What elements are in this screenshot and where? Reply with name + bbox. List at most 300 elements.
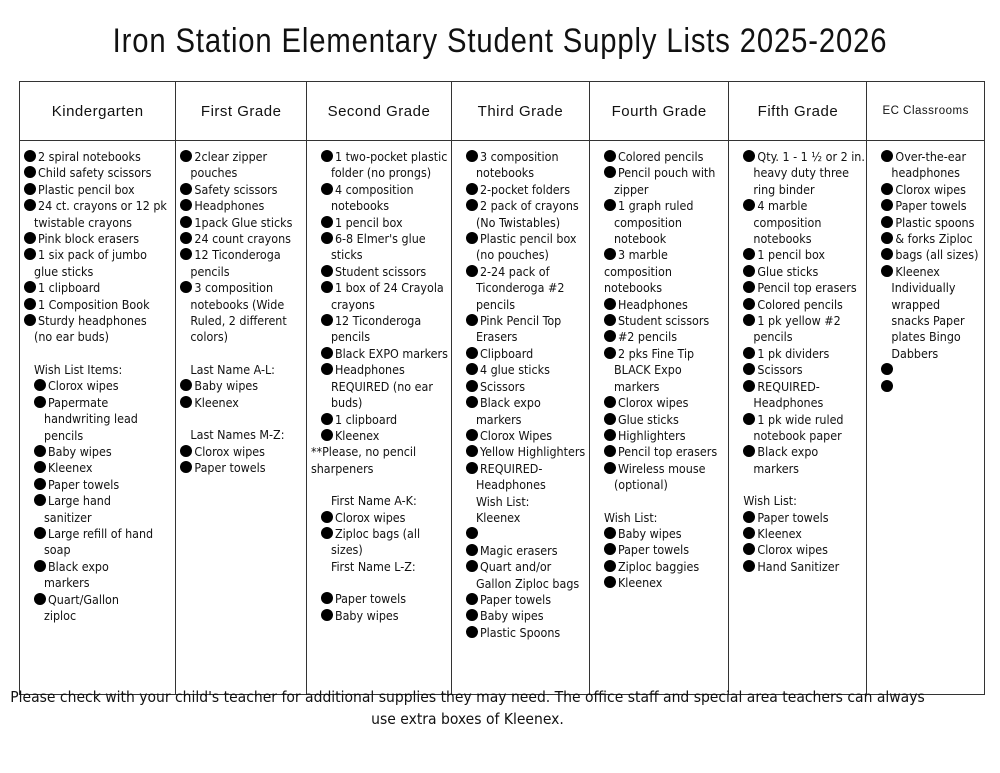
bullet-icon: [180, 216, 192, 228]
supply-table: [19, 81, 985, 695]
bullet-icon: [466, 462, 478, 474]
list-item: [871, 215, 980, 231]
list-item-text: Safety scissors: [194, 181, 278, 197]
list-item: [180, 149, 302, 165]
column-heading: Fourth Grade: [590, 82, 728, 141]
list-item: [311, 149, 447, 165]
bullet-icon: [743, 314, 755, 326]
column-heading: Third Grade: [452, 82, 589, 141]
column-heading: Second Grade: [307, 82, 451, 141]
list-item-text: Magic erasers: [479, 542, 558, 558]
list-item-text: REQUIRED-: [757, 378, 820, 394]
list-item: [871, 264, 980, 280]
bullet-icon: [180, 150, 192, 162]
bullet-icon: [321, 347, 333, 359]
list-item: [180, 297, 302, 313]
bullet-icon: [180, 281, 192, 293]
list-item-text: pencils: [190, 263, 230, 279]
list-item-text: plates Bingo: [891, 329, 961, 345]
bullet-icon: [321, 314, 333, 326]
list-item-text: Quart/Gallon: [48, 591, 119, 607]
bullet-icon: [34, 445, 46, 457]
bullet-icon: [466, 527, 478, 539]
list-item: [594, 198, 724, 214]
list-item-text: 4 composition: [334, 181, 414, 197]
list-item: [311, 215, 447, 231]
list-item-text: (no pouches): [475, 247, 549, 263]
list-item-text: 2 spiral notebooks: [38, 149, 141, 164]
list-item: [733, 329, 862, 345]
list-item: [594, 362, 724, 378]
column-list: [729, 141, 866, 575]
list-item: [594, 215, 724, 231]
list-item: [871, 149, 980, 165]
column-list: [867, 141, 984, 395]
list-item-text: REQUIRED-: [479, 460, 543, 476]
list-item: [871, 198, 980, 214]
bullet-icon: [604, 462, 616, 474]
list-item: [456, 444, 585, 460]
list-item-text: composition: [753, 214, 822, 230]
bullet-icon: [743, 363, 755, 375]
list-item-text: Hand Sanitizer: [757, 558, 840, 574]
list-item: [456, 494, 585, 510]
bullet-icon: [321, 150, 333, 162]
list-item-text: Quart and/or: [479, 559, 552, 575]
bullet-icon: [881, 363, 893, 375]
list-item-text: 1 pencil box: [334, 214, 403, 230]
bullet-icon: [466, 380, 478, 392]
list-item-text: sizes): [330, 542, 363, 558]
bullet-icon: [743, 248, 755, 260]
list-item-text: notebooks: [475, 165, 535, 181]
list-item: [24, 592, 171, 608]
list-item-text: ziploc: [44, 607, 77, 623]
list-item-text: sharpeners: [310, 460, 374, 476]
list-item: [456, 297, 585, 313]
bullet-icon: [24, 232, 36, 244]
bullet-icon: [34, 461, 46, 473]
list-item-text: buds): [330, 395, 363, 411]
list-item-text: Scissors: [479, 378, 526, 394]
bullet-icon: [24, 199, 36, 211]
bullet-icon: [321, 232, 333, 244]
list-item: [24, 297, 171, 313]
bullet-icon: [180, 183, 192, 195]
list-item-text: Baby wipes: [48, 443, 112, 459]
bullet-icon: [321, 281, 333, 293]
list-item: [594, 444, 724, 460]
bullet-icon: [466, 544, 478, 556]
footer-line: Please check with your child's teacher for additional supplies they may need. The office staff and special area teachers can always: [10, 688, 925, 706]
list-item: [24, 231, 171, 247]
list-item-text: 2 pks Fine Tip: [617, 345, 695, 361]
bullet-icon: [466, 347, 478, 359]
list-item: [733, 542, 862, 558]
list-item-text: 2-24 pack of: [479, 263, 550, 279]
list-item: [456, 608, 585, 624]
bullet-icon: [466, 593, 478, 605]
list-item: [594, 395, 724, 411]
list-item: [733, 297, 862, 313]
list-item-text: 1pack Glue sticks: [194, 214, 293, 230]
list-item: [24, 165, 171, 181]
list-item: [311, 559, 447, 575]
list-item: [733, 264, 862, 280]
list-item: [24, 329, 171, 345]
bullet-icon: [321, 265, 333, 277]
list-item-text: Colored pencils: [757, 296, 843, 312]
list-item-text: Baby wipes: [194, 378, 259, 394]
list-item-text: Ziploc bags (all: [334, 525, 421, 541]
list-item-text: handwriting lead: [44, 411, 138, 427]
list-item: [311, 608, 447, 624]
list-item-text: wrapped: [891, 296, 941, 312]
list-item-text: Plastic pencil box: [479, 231, 577, 247]
list-item: [456, 329, 585, 345]
list-item-text: 4 glue sticks: [479, 362, 550, 378]
list-item: [311, 329, 447, 345]
bullet-icon: [34, 560, 46, 572]
list-item-text: Clorox Wipes: [479, 427, 553, 443]
list-item: [456, 149, 585, 165]
list-item: [24, 411, 171, 427]
list-item: [311, 591, 447, 607]
bullet-icon: [604, 298, 616, 310]
bullet-icon: [881, 183, 893, 195]
list-item: [733, 346, 862, 362]
list-item: [311, 510, 447, 526]
bullet-icon: [180, 379, 192, 391]
bullet-icon: [604, 560, 616, 572]
list-item: [594, 280, 724, 296]
list-item-text: Paper towels: [895, 198, 967, 214]
bullet-icon: [743, 281, 755, 293]
list-item: [871, 297, 980, 313]
list-item-text: REQUIRED (no ear: [330, 378, 433, 394]
list-item-text: Pencil top erasers: [757, 280, 857, 296]
list-item: [871, 329, 980, 345]
list-item-text: Colored pencils: [617, 149, 704, 164]
list-item-text: Clorox wipes: [334, 509, 406, 525]
list-item-text: 24 ct. crayons or 12 pk: [38, 198, 167, 214]
list-item-text: Yellow Highlighters: [479, 444, 586, 460]
list-item-text: Kleenex: [757, 525, 802, 541]
bullet-icon: [466, 314, 478, 326]
list-item: [456, 543, 585, 559]
list-item: [24, 444, 171, 460]
list-item: [733, 231, 862, 247]
list-item-text: 1 clipboard: [334, 411, 398, 427]
list-item-text: Pink Pencil Top: [479, 313, 562, 329]
list-item: [24, 608, 171, 624]
list-item-text: sticks: [330, 247, 363, 263]
list-item: [24, 575, 171, 591]
spacer: [311, 477, 447, 493]
list-item-text: 12 Ticonderoga: [334, 313, 422, 329]
bullet-icon: [321, 413, 333, 425]
list-item-text: Kleenex: [194, 394, 239, 410]
list-item: [594, 247, 724, 263]
bullet-icon: [180, 461, 192, 473]
list-item-text: Black expo: [757, 444, 819, 460]
list-item: [311, 412, 447, 428]
list-item: [311, 444, 447, 460]
bullet-icon: [604, 199, 616, 211]
column-first-grade: [176, 82, 307, 694]
bullet-icon: [743, 445, 755, 457]
bullet-icon: [604, 576, 616, 588]
bullet-icon: [466, 232, 478, 244]
list-item-text: 4 marble: [757, 198, 808, 214]
list-item-text: 3 marble: [617, 247, 668, 263]
list-item: [24, 510, 171, 526]
bullet-icon: [604, 527, 616, 539]
list-item-text: markers: [475, 411, 522, 427]
column-list: [590, 141, 728, 592]
list-item: [456, 247, 585, 263]
bullet-icon: [466, 363, 478, 375]
list-item: [180, 264, 302, 280]
list-item-text: 1 pk dividers: [757, 345, 830, 361]
list-item: [594, 412, 724, 428]
list-item: [24, 378, 171, 394]
list-item: [733, 444, 862, 460]
list-item-text: 24 count crayons: [194, 231, 291, 247]
list-item-text: Paper towels: [479, 591, 552, 607]
bullet-icon: [881, 232, 893, 244]
column-list: [176, 141, 306, 476]
list-item: [180, 362, 302, 378]
bullet-icon: [24, 314, 36, 326]
list-item-text: folder (no prongs): [330, 165, 432, 181]
list-item-text: Plastic pencil box: [38, 181, 135, 197]
bullet-icon: [24, 166, 36, 178]
list-item-text: Gallon Ziploc bags: [475, 575, 580, 591]
list-item: [733, 149, 865, 165]
bullet-icon: [321, 511, 333, 523]
list-item-text: soap: [44, 542, 71, 558]
list-item-text: bags (all sizes): [895, 247, 979, 263]
list-item: [311, 247, 447, 263]
list-item-text: Clipboard: [479, 345, 534, 361]
list-item-text: pencils: [44, 427, 84, 443]
list-item: [180, 231, 302, 247]
list-item-text: 2 pack of crayons: [479, 198, 579, 214]
bullet-icon: [743, 511, 755, 523]
bullet-icon: [180, 445, 192, 457]
list-item: [311, 198, 447, 214]
bullet-icon: [180, 232, 192, 244]
bullet-icon: [34, 527, 46, 539]
list-item-text: Pink block erasers: [38, 231, 140, 247]
list-item-text: sanitizer: [44, 509, 92, 525]
bullet-icon: [34, 478, 46, 490]
bullet-icon: [881, 248, 893, 260]
list-item: [24, 313, 171, 329]
list-item-text: Large hand: [48, 493, 111, 509]
list-item-text: Papermate: [48, 394, 109, 410]
list-item: [456, 477, 585, 493]
list-item: [594, 329, 724, 345]
list-item: [456, 526, 585, 542]
column-fourth-grade: [590, 82, 729, 694]
list-item: [871, 313, 980, 329]
list-item: [456, 182, 585, 198]
list-item: [594, 510, 724, 526]
list-item-text: Black expo: [48, 558, 109, 574]
spacer: [594, 494, 724, 510]
list-item: [311, 542, 447, 558]
bullet-icon: [466, 560, 478, 572]
list-item: [733, 493, 862, 509]
list-item: [311, 428, 447, 444]
bullet-icon: [466, 265, 478, 277]
bullet-icon: [604, 314, 616, 326]
list-item: [733, 198, 862, 214]
list-item: [24, 182, 171, 198]
bullet-icon: [743, 347, 755, 359]
list-item-text: 1 pencil box: [757, 247, 826, 263]
list-item-text: 1 box of 24 Crayola: [334, 280, 444, 296]
list-item-text: Clorox wipes: [48, 378, 119, 394]
list-item-text: Kleenex: [895, 263, 940, 279]
list-item-text: Student scissors: [617, 313, 710, 329]
list-item: [733, 247, 862, 263]
list-item-text: Wish List:: [475, 493, 530, 509]
list-item: [456, 362, 585, 378]
list-item: [180, 460, 302, 476]
list-item: [871, 182, 980, 198]
bullet-icon: [466, 396, 478, 408]
bullet-icon: [34, 494, 46, 506]
list-item: [24, 395, 171, 411]
list-item-text: Baby wipes: [479, 608, 544, 624]
list-item-text: 2clear zipper: [194, 149, 268, 164]
list-item-text: Wireless mouse: [617, 460, 706, 476]
list-item: [180, 215, 302, 231]
list-item: [311, 231, 447, 247]
list-item: [24, 428, 171, 444]
list-item: [24, 460, 171, 476]
footer-note: [0, 686, 935, 730]
spacer: [180, 346, 302, 362]
bullet-icon: [24, 281, 36, 293]
list-item-text: notebooks (Wide: [190, 296, 285, 312]
bullet-icon: [604, 166, 616, 178]
list-item-text: Paper towels: [48, 476, 120, 492]
list-item-text: Headphones: [334, 362, 405, 378]
list-item: [456, 313, 585, 329]
bullet-icon: [604, 543, 616, 555]
list-item: [594, 542, 724, 558]
list-item: [871, 231, 980, 247]
list-item: [180, 395, 302, 411]
list-item: [594, 165, 724, 181]
list-item: [733, 428, 862, 444]
list-item: [456, 412, 585, 428]
list-item: [24, 542, 171, 558]
bullet-icon: [604, 429, 616, 441]
spacer: [733, 477, 862, 493]
list-item: [733, 313, 862, 329]
list-item: [456, 215, 585, 231]
column-heading: Fifth Grade: [729, 82, 866, 141]
list-item-text: Clorox wipes: [617, 395, 689, 411]
list-item-text: Black EXPO markers: [334, 345, 448, 361]
list-item-text: Black expo: [479, 395, 541, 411]
list-item: [311, 346, 447, 362]
list-item-text: Paper towels: [757, 509, 829, 525]
list-item-text: Headphones: [194, 198, 265, 214]
list-item-text: Wish List:: [743, 493, 797, 509]
list-item-text: notebooks: [753, 231, 812, 247]
list-item-text: 12 Ticonderoga: [194, 247, 281, 263]
list-item-text: pouches: [190, 165, 238, 181]
list-item-text: 1 clipboard: [38, 280, 101, 296]
bullet-icon: [24, 150, 36, 162]
column-third-grade: [452, 82, 590, 694]
list-item: [311, 493, 447, 509]
list-item: [594, 264, 724, 280]
list-item-text: pencils: [753, 329, 793, 345]
list-item: [180, 280, 302, 296]
list-item-text: composition: [603, 263, 672, 279]
bullet-icon: [24, 298, 36, 310]
column-list: [452, 141, 589, 641]
list-item: [456, 428, 585, 444]
column-heading: EC Classrooms: [867, 82, 984, 141]
list-item: [871, 362, 980, 378]
list-item-text: markers: [44, 575, 90, 591]
list-item-text: 6-8 Elmer's glue: [334, 231, 426, 247]
list-item-text: 3 composition: [194, 280, 274, 296]
list-item: [456, 559, 585, 575]
list-item-text: 1 graph ruled: [617, 198, 694, 214]
list-item: [311, 461, 447, 477]
list-item: [594, 428, 724, 444]
column-ec-classrooms: [867, 82, 984, 694]
list-item: [456, 280, 585, 296]
list-item-text: **Please, no pencil: [310, 444, 417, 460]
list-item: [871, 346, 980, 362]
bullet-icon: [321, 527, 333, 539]
bullet-icon: [604, 396, 616, 408]
list-item-text: 3 composition: [479, 149, 559, 164]
list-item-text: (optional): [613, 477, 668, 493]
column-second-grade: [307, 82, 452, 694]
list-item: [456, 510, 585, 526]
list-item: [733, 559, 862, 575]
bullet-icon: [180, 199, 192, 211]
list-item-text: Sturdy headphones: [38, 313, 147, 329]
bullet-icon: [881, 216, 893, 228]
list-item: [733, 412, 862, 428]
bullet-icon: [321, 609, 333, 621]
list-item-text: colors): [190, 329, 229, 345]
list-item: [733, 395, 862, 411]
list-item: [594, 346, 724, 362]
list-item: [456, 165, 585, 181]
list-item-text: (no ear buds): [34, 329, 109, 345]
bullet-icon: [34, 396, 46, 408]
list-item: [733, 379, 862, 395]
list-item-text: zipper: [613, 181, 649, 197]
list-item: [871, 165, 980, 181]
list-item: [594, 149, 724, 165]
list-item-text: heavy duty three: [753, 165, 850, 181]
list-item: [456, 379, 585, 395]
